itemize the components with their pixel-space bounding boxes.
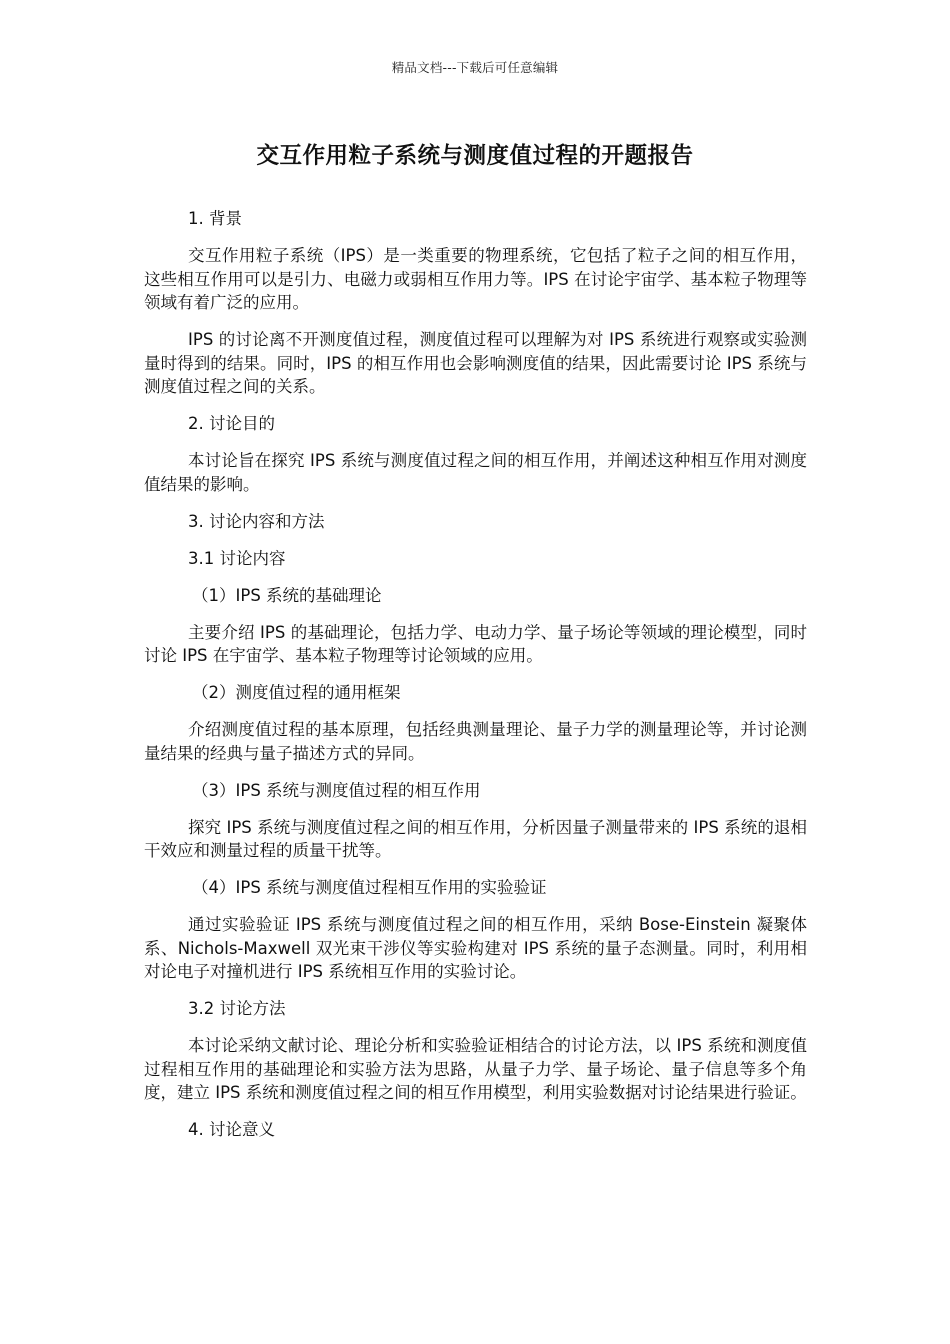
section-heading-content-method: 3. 讨论内容和方法: [188, 511, 325, 531]
paragraph-background-1: 交互作用粒子系统（IPS）是一类重要的物理系统，它包括了粒子之间的相互作用，这些相互作用可以是引力、电磁力或弱相互作用力等。IPS 在讨论宇宙学、基本粒子物理等领域有着广泛的应用。: [144, 246, 807, 312]
item-paragraph-2: 介绍测度值过程的基本原理，包括经典测量理论、量子力学的测量理论等，并讨论测量结果的经典与量子描述方式的异同。: [144, 720, 807, 763]
subsection-heading-content: 3.1 讨论内容: [188, 548, 286, 568]
section-heading-significance: 4. 讨论意义: [188, 1120, 275, 1139]
item-heading-1: （1）IPS 系统的基础理论: [192, 585, 382, 605]
page-header: 精品文档---下载后可任意编辑: [391, 60, 559, 75]
item-heading-2: （2）测度值过程的通用框架: [192, 683, 401, 702]
document-body: [144, 207, 807, 1155]
document-title: 交互作用粒子系统与测度值过程的开题报告: [256, 143, 694, 169]
section-heading-background: 1. 背景: [188, 209, 242, 228]
paragraph-purpose: 本讨论旨在探究 IPS 系统与测度值过程之间的相互作用，并阐述这种相互作用对测度值结果的影响。: [144, 451, 807, 494]
item-heading-3: （3）IPS 系统与测度值过程的相互作用: [192, 780, 481, 800]
item-paragraph-1: 主要介绍 IPS 的基础理论，包括力学、电动力学、量子场论等领域的理论模型，同时讨论 IPS 在宇宙学、基本粒子物理等讨论领域的应用。: [144, 622, 807, 665]
subsection-heading-method: 3.2 讨论方法: [188, 999, 286, 1018]
item-paragraph-4: 通过实验验证 IPS 系统与测度值过程之间的相互作用，采纳 Bose-Einstein 凝聚体系、Nichols-Maxwell 双光束干涉仪等实验构建对 IPS 系统的量子态测量。同时，利用相对论电子对撞机进行 IPS 系统相互作用的实验讨论。: [144, 915, 807, 981]
paragraph-background-2: IPS 的讨论离不开测度值过程，测度值过程可以理解为对 IPS 系统进行观察或实验测量时得到的结果。同时，IPS 的相互作用也会影响测度值的结果，因此需要讨论 IPS 系统与测度值过程之间的关系。: [144, 330, 807, 396]
paragraph-method: 本讨论采纳文献讨论、理论分析和实验验证相结合的讨论方法，以 IPS 系统和测度值过程相互作用的基础理论和实验方法为思路，从量子力学、量子场论、量子信息等多个角度，建立 IPS 系统和测度值过程之间的相互作用模型，利用实验数据对讨论结果进行验证。: [144, 1036, 807, 1102]
item-heading-4: （4）IPS 系统与测度值过程相互作用的实验验证: [192, 878, 547, 897]
item-paragraph-3: 探究 IPS 系统与测度值过程之间的相互作用，分析因量子测量带来的 IPS 系统的退相干效应和测量过程的质量干扰等。: [144, 817, 807, 860]
section-heading-purpose: 2. 讨论目的: [188, 414, 275, 433]
